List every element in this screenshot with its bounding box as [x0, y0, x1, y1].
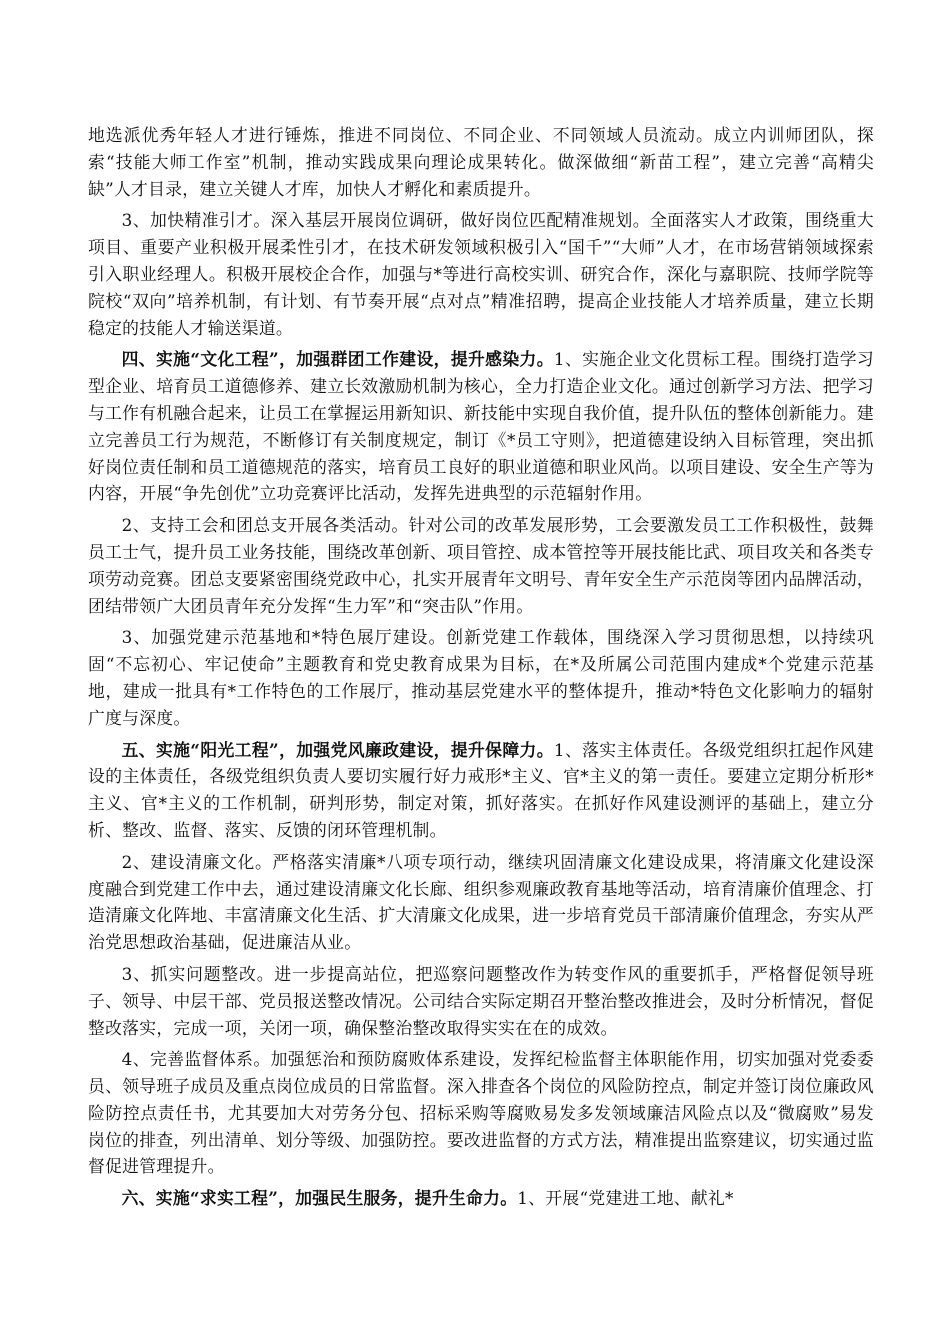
- document-page: [88, 122, 874, 1212]
- paragraph-rectification: 3、抓实问题整改。进一步提高站位，把巡察问题整改作为转变作风的重要抓手，严格督促领导班子、领导、中层干部、党员报送整改情况。公司结合实际定期召开整治整改推进会，及时分析情况，督促整改落实，完成一项，关闭一项，确保整治整改取得实实在在的成效。: [88, 963, 874, 1038]
- section-four-heading: 四、实施“文化工程”，加强群团工作建设，提升感染力。: [121, 349, 554, 370]
- section-five: [88, 737, 874, 844]
- paragraph-talent-training: 地选派优秀年轻人才进行锤炼，推进不同岗位、不同企业、不同领域人员流动。成立内训师团队，探索“技能大师工作室”机制，推动实践成果向理论成果转化。做深做细“新苗工程”，建立完善“高精尖缺”人才目录，建立关键人才库，加快人才孵化和素质提升。: [88, 125, 874, 199]
- section-six-heading: 六、实施“求实工程”，加强民生服务，提升生命力。: [121, 1188, 518, 1209]
- paragraph-union-activities: 2、支持工会和团总支开展各类活动。针对公司的改革发展形势，工会要激发员工工作积极性，鼓舞员工士气，提升员工业务技能，围绕改革创新、项目管控、成本管控等开展技能比武、项目攻关和各类专项劳动竞赛。团总支要紧密围绕党政中心，扎实开展青年文明号、青年安全生产示范岗等团内品牌活动，团结带领广大团员青年充分发挥“生力军”和“突击队”作用。: [88, 515, 874, 616]
- section-six: [88, 1185, 874, 1212]
- paragraph-clean-culture: 2、建设清廉文化。严格落实清廉*八项专项行动，继续巩固清廉文化建设成果，将清廉文化建设深度融合到党建工作中去，通过建设清廉文化长廊、组织参观廉政教育基地等活动，培育清廉价值理念、打造清廉文化阵地、丰富清廉文化生活、扩大清廉文化成果，进一步培育党员干部清廉价值理念，夯实从严治党思想政治基础，促进廉洁从业。: [88, 851, 874, 953]
- paragraph-supervision-system: 4、完善监督体系。加强惩治和预防腐败体系建设，发挥纪检监督主体职能作用，切实加强对党委委员、领导班子成员及重点岗位成员的日常监督。深入排查各个岗位的风险防控点，制定并签订岗位廉政风险防控点责任书，尤其要加大对劳务分包、招标采购等腐败易发多发领域廉洁风险点以及“微腐败”易发岗位的排查，列出清单、划分等级、加强防控。要改进监督的方式方法，精准提出监察建议，切实通过监督促进管理提升。: [88, 1049, 874, 1177]
- section-six-body: 1、开展“党建进工地、献礼*: [517, 1188, 734, 1209]
- paragraph-precise-recruitment: 3、加快精准引才。深入基层开展岗位调研，做好岗位匹配精准规划。全面落实人才政策，围绕重大项目、重要产业积极开展柔性引才，在技术研发领域积极引入“国千”“大师”人才，在市场营销领域探索引入职业经理人。积极开展校企合作，加强与*等进行高校实训、研究合作，深化与嘉职院、技师学院等院校“双向”培养机制，有计划、有节奏开展“点对点”精准招聘，提高企业技能人才培养质量，建立长期稳定的技能人才输送渠道。: [88, 210, 874, 338]
- section-four-body: 1、实施企业文化贯标工程。围绕打造学习型企业、培育员工道德修养、建立长效激励机制为核心，全力打造企业文化。通过创新学习方法、把学习与工作有机融合起来，让员工在掌握运用新知识、新技能中实现自我价值，提升队伍的整体创新能力。建立完善员工行为规范，不断修订有关制度规定，制订《*员工守则》，把道德建设纳入目标管理，突出抓好岗位责任制和员工道德规范的落实，培育员工良好的职业道德和职业风尚。以项目建设、安全生产等为内容，开展“争先创优”立功竞赛评比活动，发挥先进典型的示范辐射作用。: [88, 349, 874, 504]
- section-five-heading: 五、实施“阳光工程”，加强党风廉政建设，提升保障力。: [121, 739, 554, 760]
- section-four: [88, 346, 874, 507]
- paragraph-party-building-base: 3、加强党建示范基地和*特色展厅建设。创新党建工作载体，围绕深入学习贯彻思想，以持续巩固“不忘初心、牢记使命”主题教育和党史教育成果为目标，在*及所属公司范围内建成*个党建示范基地，建成一批具有*工作特色的工作展厅，推动基层党建水平的整体提升，推动*特色文化影响力的辐射广度与深度。: [88, 627, 874, 728]
- section-five-body: 1、落实主体责任。各级党组织扛起作风建设的主体责任，各级党组织负责人要切实履行好力戒形*主义、官*主义的第一责任。要建立定期分析形*主义、官*主义的工作机制，研判形势，制定对策，抓好落实。在抓好作风建设测评的基础上，建立分析、整改、监督、落实、反馈的闭环管理机制。: [88, 739, 874, 840]
